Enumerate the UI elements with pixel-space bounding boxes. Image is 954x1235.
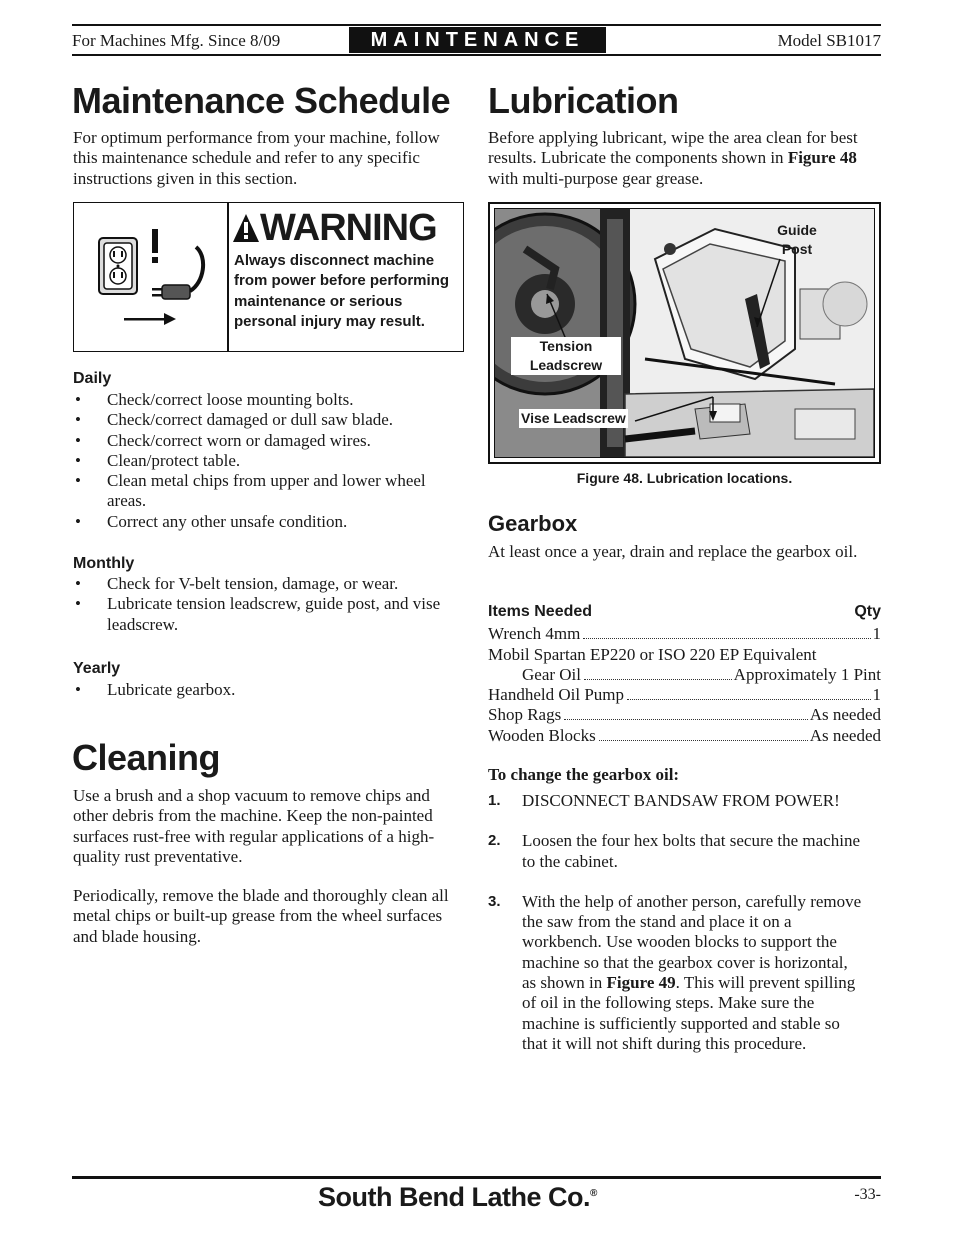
list-item: • Check/correct loose mounting bolts. <box>73 390 465 410</box>
item-name: Wooden Blocks <box>488 725 596 745</box>
yearly-heading: Yearly <box>73 660 121 677</box>
monthly-list <box>73 574 465 635</box>
daily-heading: Daily <box>73 370 112 387</box>
callout-tension-line1: Tension <box>539 338 593 354</box>
step-text: With the help of another person, carefully remove the saw from the stand and place it on a workbench. Use wooden blocks to support the machine so that the gearbox cover is horizontal, as shown in <box>522 891 862 993</box>
callout-guide-post-line2: Post <box>781 241 813 257</box>
cleaning-title: Cleaning <box>72 737 221 778</box>
leader-dots <box>584 679 732 680</box>
lubrication-intro <box>488 128 882 189</box>
warning-text: Always disconnect machine from power before performing maintenance or serious personal injury may result. <box>234 252 450 330</box>
item-name: Mobil Spartan EP220 or ISO 220 EP Equivalent <box>488 644 817 664</box>
warning-triangle-icon <box>232 213 260 243</box>
lubrication-intro-text: Before applying lubricant, wipe the area clean for best results. Lubricate the components shown in <box>488 128 858 168</box>
table-row <box>488 645 881 665</box>
page-number: -33- <box>854 1186 881 1203</box>
item-name: Wrench 4mm <box>488 624 581 644</box>
item-qty: Approximately 1 Pint <box>733 664 881 684</box>
item-name: Shop Rags <box>488 705 562 725</box>
list-item: • Clean/protect table. <box>73 451 465 471</box>
leader-dots <box>583 638 870 639</box>
gearbox-title: Gearbox <box>488 511 578 536</box>
brand-logo <box>318 1182 597 1213</box>
step-text: Loosen the four hex bolts that secure the machine to the cabinet. <box>522 831 860 871</box>
lubrication-title: Lubrication <box>488 80 679 121</box>
step-item <box>488 831 862 872</box>
qty-label: Qty <box>854 603 881 620</box>
callout-guide-post <box>757 221 837 259</box>
gearbox-intro: At least once a year, drain and replace the gearbox oil. <box>488 542 858 561</box>
table-row <box>488 705 881 725</box>
table-row <box>488 665 881 685</box>
warning-divider <box>227 203 229 351</box>
list-item: • Lubricate tension leadscrew, guide post, and vise leadscrew. <box>73 594 465 635</box>
procedure-steps <box>488 791 882 1074</box>
list-item: • Correct any other unsafe condition. <box>73 512 465 532</box>
table-row <box>488 685 881 705</box>
leader-dots <box>599 740 808 741</box>
procedure-heading: To change the gearbox oil: <box>488 765 680 784</box>
brand-name: South Bend Lathe Co. <box>318 1182 590 1212</box>
lubrication-intro-text-end: with multi-purpose gear grease. <box>488 168 704 188</box>
figure-49-reference: Figure 49 <box>606 973 676 993</box>
item-qty: As needed <box>809 705 881 725</box>
daily-list <box>73 390 465 532</box>
item-qty: 1 <box>872 685 881 705</box>
unplugged-cord-icon <box>148 245 208 305</box>
step-text: DISCONNECT BANDSAW FROM POWER! <box>522 791 840 810</box>
item-qty: As needed <box>809 725 881 745</box>
yearly-list <box>73 680 465 700</box>
callout-guide-post-line1: Guide <box>777 222 817 238</box>
header-model: Model SB1017 <box>777 31 881 50</box>
callout-tension-leadscrew <box>511 337 621 375</box>
callout-vise-leadscrew: Vise Leadscrew <box>521 410 626 426</box>
step-number: 1. <box>488 792 501 809</box>
warning-title: WARNING <box>260 207 437 249</box>
figure-48 <box>488 202 881 464</box>
step-item <box>488 892 864 1054</box>
item-name: Handheld Oil Pump <box>488 685 624 705</box>
leader-dots <box>627 699 871 700</box>
maintenance-schedule-title: Maintenance Schedule <box>72 80 451 121</box>
list-item: • Check/correct damaged or dull saw blade. <box>73 410 465 430</box>
items-needed-label: Items Needed <box>488 603 593 620</box>
table-row <box>488 624 881 644</box>
section-badge: MAINTENANCE <box>349 27 606 53</box>
item-qty: 1 <box>872 624 881 644</box>
footer-rule <box>72 1176 881 1179</box>
list-item: • Check for V-belt tension, damage, or wear. <box>73 574 465 594</box>
list-item: • Check/correct worn or damaged wires. <box>73 431 465 451</box>
electrical-outlet-icon <box>98 237 138 295</box>
step-text-end: . This will prevent spilling of oil in the following steps. Make sure the machine is sufficiently supported and stable so that it will not shift during this procedure. <box>522 973 856 1053</box>
registered-mark: ® <box>589 1188 597 1199</box>
figure-48-reference: Figure 48 <box>787 148 857 168</box>
item-name-cont: Gear Oil <box>522 664 582 684</box>
items-needed-table <box>488 602 881 746</box>
leader-dots <box>564 719 808 720</box>
monthly-heading: Monthly <box>73 555 135 572</box>
cleaning-para-1: Use a brush and a shop vacuum to remove chips and other debris from the machine. Keep the non-painted surfaces rust-free with regular applications of a high-quality rust preventative. <box>73 786 435 866</box>
figure-48-caption: Figure 48. Lubrication locations. <box>576 470 793 486</box>
step-item <box>488 791 882 811</box>
list-item: • Clean metal chips from upper and lower wheel areas. <box>73 471 437 512</box>
table-row <box>488 726 881 746</box>
cleaning-para-2: Periodically, remove the blade and thoroughly clean all metal chips or built-up grease from the wheel surfaces and blade housing. <box>73 886 449 946</box>
header-left-text: For Machines Mfg. Since 8/09 <box>72 31 281 50</box>
maintenance-intro: For optimum performance from your machine, follow this maintenance schedule and refer to any specific instructions given in this section. <box>73 128 440 188</box>
step-number: 3. <box>488 892 501 910</box>
warning-box <box>73 202 464 352</box>
header-rule-bottom <box>72 54 881 56</box>
items-needed-header <box>488 602 881 622</box>
step-number: 2. <box>488 832 501 850</box>
arrow-right-icon <box>124 313 176 325</box>
header-rule-top <box>72 24 881 26</box>
list-item: • Lubricate gearbox. <box>73 680 465 700</box>
callout-tension-line2: Leadscrew <box>529 357 603 373</box>
figure-48-photo <box>494 208 875 458</box>
